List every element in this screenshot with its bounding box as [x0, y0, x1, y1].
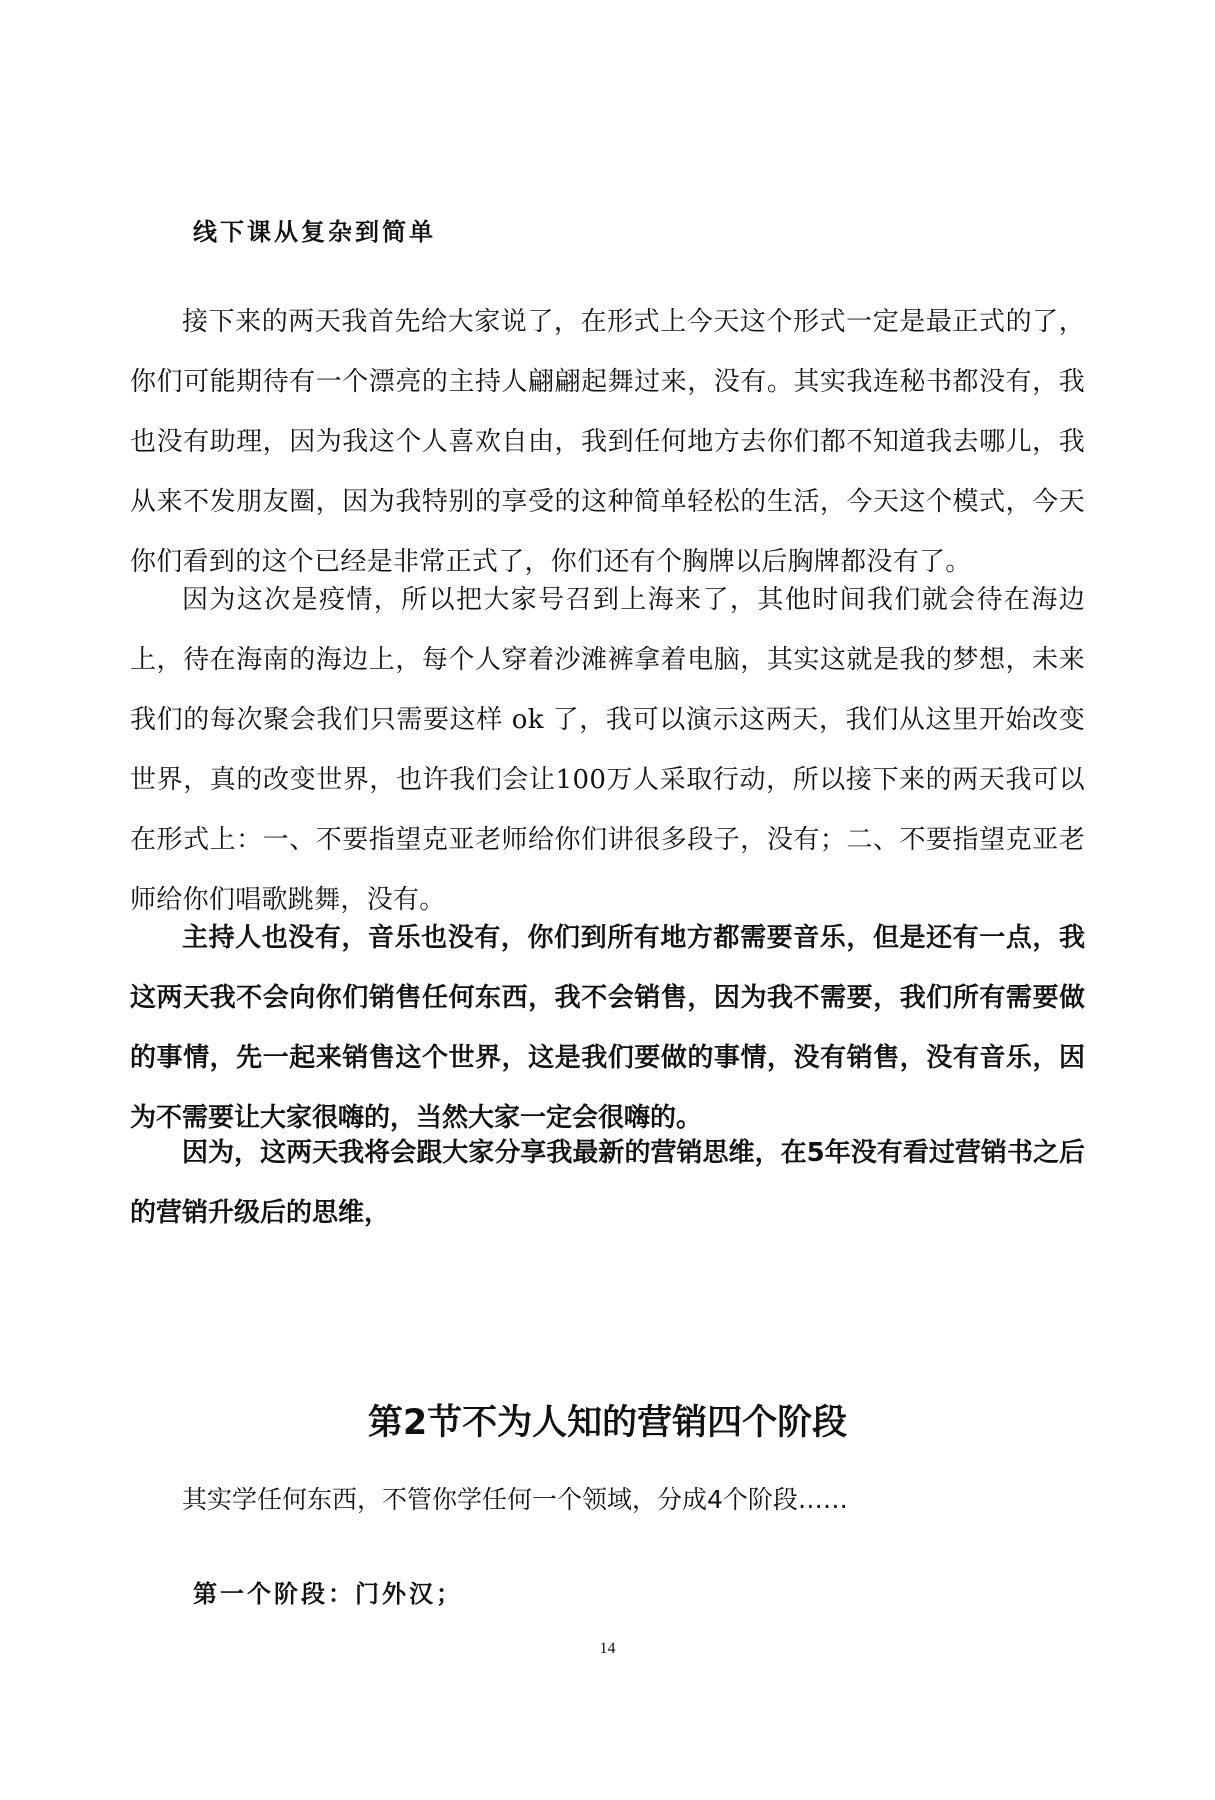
stage-one-heading: 第一个阶段：门外汉；: [193, 1580, 463, 1608]
paragraph-2: 因为这次是疫情，所以把大家号召到上海来了，其他时间我们就会待在海边上，待在海南的海边上，每个人穿着沙滩裤拿着电脑，其实这就是我的梦想，未来我们的每次聚会我们只需要这样 ok 了，我可以演示这两天，我们从这里开始改变世界，真的改变世界，也许我们会让100万人采取行动，所以接下来的两天我可以在形式上：一、不要指望克亚老师给你们讲很多段子，没有；二、不要指望克亚老师给你们唱歌跳舞，没有。: [130, 585, 1085, 915]
page-number: 14: [599, 1640, 616, 1657]
subheading: 线下课从复杂到简单: [193, 218, 436, 246]
paragraph-4: 因为，这两天我将会跟大家分享我最新的营销思维，在5年没有看过营销书之后的营销升级后的思维，: [130, 1138, 1085, 1228]
paragraph-3: 主持人也没有，音乐也没有，你们到所有地方都需要音乐，但是还有一点，我这两天我不会向你们销售任何东西，我不会销售，因为我不需要，我们所有需要做的事情，先一起来销售这个世界，这是我们要做的事情，没有销售，没有音乐，因为不需要让大家很嗨的，当然大家一定会很嗨的。: [130, 923, 1085, 1133]
intro-text: 其实学任何东西，不管你学任何一个领域，分成4个阶段……: [182, 1485, 848, 1514]
paragraph-1: 接下来的两天我首先给大家说了，在形式上今天这个形式一定是最正式的了，你们可能期待有一个漂亮的主持人翩翩起舞过来，没有。其实我连秘书都没有，我也没有助理，因为我这个人喜欢自由，我到任何地方去你们都不知道我去哪儿，我从来不发朋友圈，因为我特别的享受的这种简单轻松的生活，今天这个模式，今天你们看到的这个已经是非常正式了，你们还有个胸牌以后胸牌都没有了。: [130, 307, 1085, 577]
section-title: 第2节不为人知的营销四个阶段: [367, 1403, 848, 1443]
